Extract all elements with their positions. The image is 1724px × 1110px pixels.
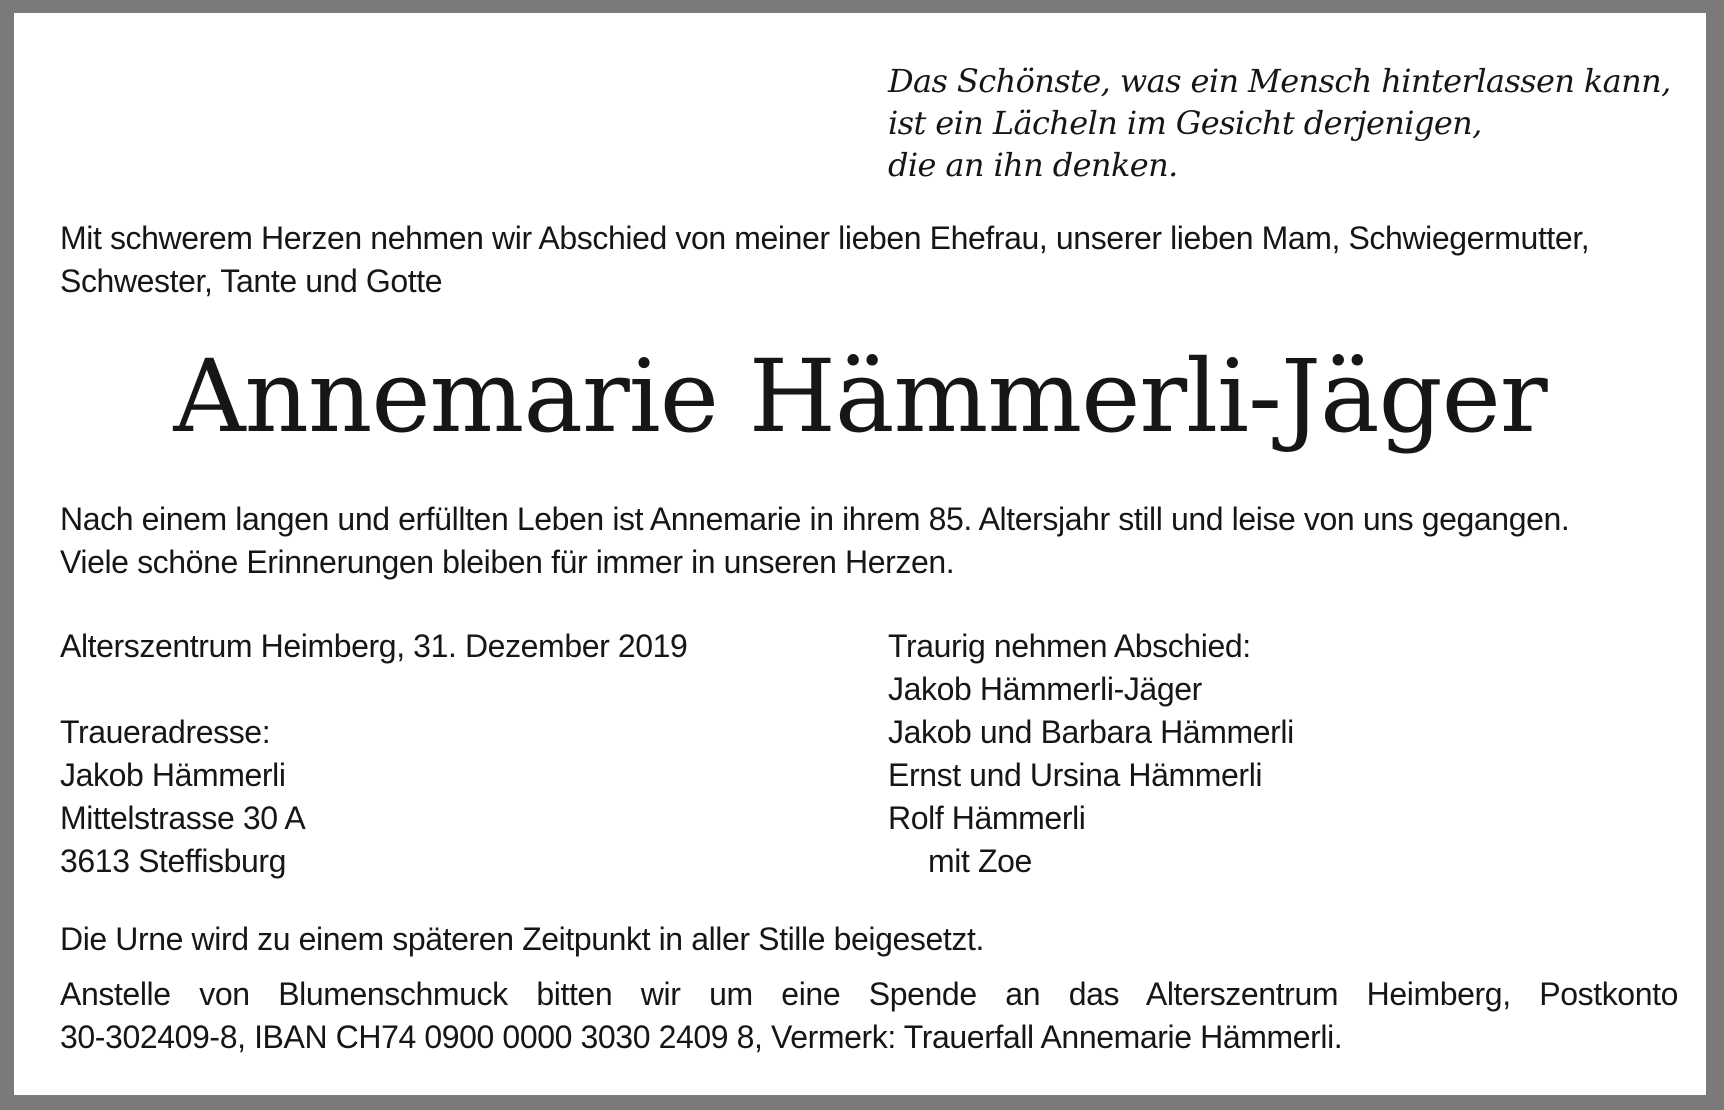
mourners-column bbox=[888, 625, 1294, 883]
urn-note: Die Urne wird zu einem späteren Zeitpunkt in aller Stille beigesetzt. bbox=[60, 921, 984, 957]
mourner-name: Ernst und Ursina Hämmerli bbox=[888, 757, 1263, 793]
donation-line: Anstelle von Blumenschmuck bitten wir um eine Spende an das Alterszentrum Heimberg, Postkonto bbox=[60, 976, 1678, 1012]
mourner-name: Rolf Hämmerli bbox=[888, 800, 1086, 836]
mourner-name: mit Zoe bbox=[928, 843, 1032, 879]
mourner-name: Jakob Hämmerli-Jäger bbox=[888, 671, 1202, 707]
mourning-address bbox=[60, 711, 687, 883]
mourner-name: Jakob und Barbara Hämmerli bbox=[888, 714, 1294, 750]
life-line: Nach einem langen und erfüllten Leben ist Annemarie in ihrem 85. Altersjahr still und leise von uns gegangen. bbox=[60, 501, 1570, 537]
intro-line: Mit schwerem Herzen nehmen wir Abschied von meiner lieben Ehefrau, unserer lieben Mam, Schwiegermutter, bbox=[60, 220, 1590, 256]
donation-line: 30-302409-8, IBAN CH74 0900 0000 3030 2409 8, Vermerk: Trauerfall Annemarie Hämmerli. bbox=[60, 1019, 1343, 1055]
intro-paragraph bbox=[60, 217, 1700, 303]
address-label: Traueradresse: bbox=[60, 714, 271, 750]
mourners-label: Traurig nehmen Abschied: bbox=[888, 628, 1251, 664]
life-paragraph bbox=[60, 498, 1569, 584]
place-date: Alterszentrum Heimberg, 31. Dezember 2019 bbox=[60, 628, 688, 664]
place-and-address-column bbox=[60, 625, 687, 883]
quote-line: ist ein Lächeln im Gesicht derjenigen, bbox=[888, 104, 1482, 142]
donation-note bbox=[60, 973, 1678, 1059]
address-street: Mittelstrasse 30 A bbox=[60, 800, 306, 836]
deceased-name: Annemarie Hämmerli-Jäger bbox=[173, 338, 1547, 455]
address-city: 3613 Steffisburg bbox=[60, 843, 287, 879]
intro-line: Schwester, Tante und Gotte bbox=[60, 263, 443, 299]
address-name: Jakob Hämmerli bbox=[60, 757, 286, 793]
memorial-quote bbox=[888, 60, 1671, 186]
quote-line: Das Schönste, was ein Mensch hinterlassen kann, bbox=[888, 62, 1671, 100]
obituary-page bbox=[14, 13, 1706, 1095]
life-line: Viele schöne Erinnerungen bleiben für immer in unseren Herzen. bbox=[60, 544, 955, 580]
quote-line: die an ihn denken. bbox=[888, 146, 1178, 184]
